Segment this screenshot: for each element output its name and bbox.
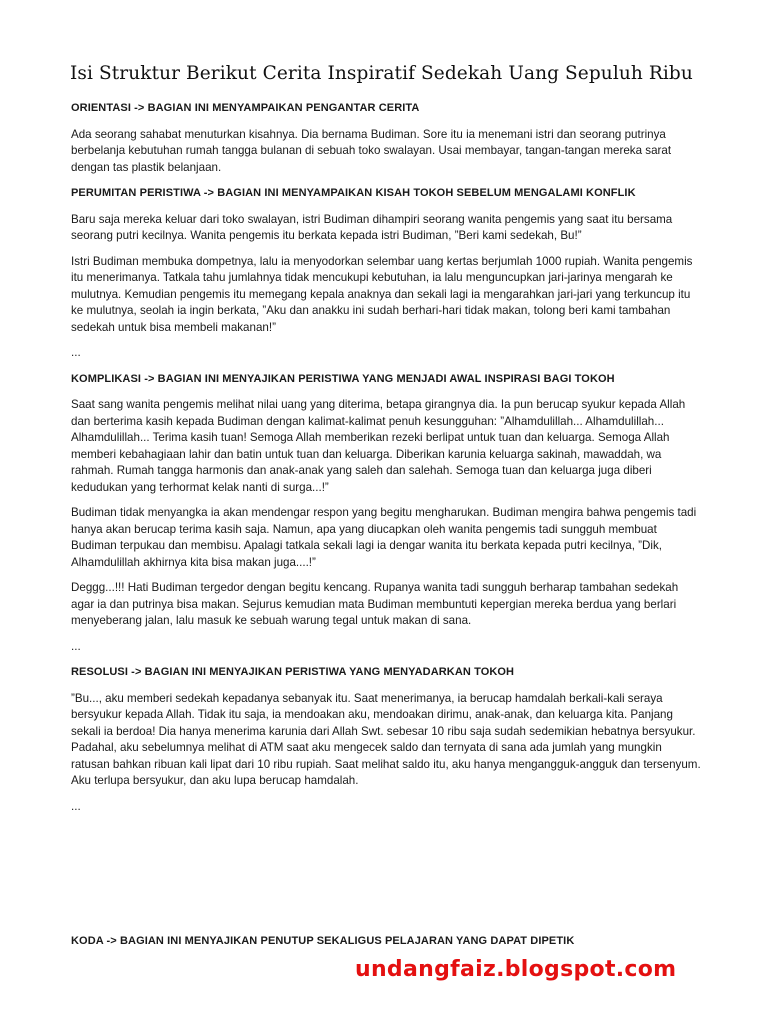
paragraph: Istri Budiman membuka dompetnya, lalu ia menyodorkan selembar uang kertas berjumlah 1000 rupiah. Wanita pengemis itu menerimanya. Tatkala tahu jumlahnya tidak mencukupi kebutuhan, ia lalu menguncupkan jari-jarinya mengarah ke mulutnya. Kemudian pengemis itu memegang kepala anaknya dan sekali lagi ia mengarahkan jari-jari yang terkuncup itu ke mulutnya, seolah ia ingin berkata, ”Aku dan anakku ini sudah berhari-hari tidak makan, tolong beri kami tambahan sedekah untuk bisa membeli makanan!” — [71, 254, 693, 334]
section-komplikasi — [71, 371, 703, 656]
paragraph: Saat sang wanita pengemis melihat nilai uang yang diterima, betapa girangnya dia. Ia pun berucap syukur kepada Allah dan berterima kasih kepada Budiman dengan kalimat-kalimat penuh kesungguhan: ”Alhamdulillah... Alhamdulillah... Alhamdulillah... Terima kasih tuan! Semoga Allah memberikan rezeki berlipat untuk tuan dan keluarga. Semoga Allah memberi kebahagiaan lahir dan batin untuk tuan dan keluarga. Diberikan karunia keluarga sakinah, mawaddah, wa rahmah. Rumah tangga harmonis dan anak-anak yang saleh dan salehah. Semoga tuan dan keluarga juga diberi kedudukan yang terhormat kelak nanti di surga...!” — [71, 398, 686, 494]
section-heading: PERUMITAN PERISTIWA -> BAGIAN INI MENYAMPAIKAN KISAH TOKOH SEBELUM MENGALAMI KONFLIK — [71, 187, 636, 199]
section-resolusi — [71, 664, 703, 815]
paragraph: Baru saja mereka keluar dari toko swalayan, istri Budiman dihampiri seorang wanita pengemis yang saat itu bersama seorang putri kecilnya. Wanita pengemis itu berkata kepada istri Budiman, ”Beri kami sedekah, Bu!” — [71, 212, 673, 242]
document-body — [71, 100, 703, 815]
ellipsis: ... — [71, 799, 81, 813]
document-title: Isi Struktur Berikut Cerita Inspiratif Sedekah Uang Sepuluh Ribu — [70, 63, 693, 84]
blog-watermark: undangfaiz.blogspot.com — [355, 957, 677, 982]
paragraph: Budiman tidak menyangka ia akan mendengar respon yang begitu mengharukan. Budiman mengira bahwa pengemis tadi hanya akan berucap terima kasih saja. Namun, apa yang diucapkan oleh wanita pengemis tadi sungguh membuat Budiman terpukau dan membisu. Apalagi tatkala sekali lagi ia dengar wanita itu berkata kepada putri kecilnya, ”Dik, Alhamdulillah akhirnya kita bisa makan juga....!” — [71, 506, 697, 569]
paragraph: Ada seorang sahabat menuturkan kisahnya. Dia bernama Budiman. Sore itu ia menemani istri dan seorang putrinya berbelanja kebutuhan rumah tangga bulanan di sebuah toko swalayan. Usai membayar, tangan-tangan mereka sarat dengan tas plastik belanjaan. — [71, 127, 672, 174]
section-heading: KOMPLIKASI -> BAGIAN INI MENYAJIKAN PERISTIWA YANG MENJADI AWAL INSPIRASI BAGI TOKOH — [71, 372, 615, 385]
section-perumitan — [71, 185, 703, 362]
section-heading: RESOLUSI -> BAGIAN INI MENYAJIKAN PERISTIWA YANG MENYADARKAN TOKOH — [71, 666, 515, 678]
section-heading: ORIENTASI -> BAGIAN INI MENYAMPAIKAN PENGANTAR CERITA — [71, 102, 420, 114]
section-koda-heading: KODA -> BAGIAN INI MENYAJIKAN PENUTUP SEKALIGUS PELAJARAN YANG DAPAT DIPETIK — [71, 935, 575, 947]
paragraph: Deggg...!!! Hati Budiman tergedor dengan begitu kencang. Rupanya wanita tadi sungguh berharap tambahan sedekah agar ia dan putrinya bisa makan. Sejurus kemudian mata Budiman membuntuti kepergian mereka berdua yang berlari menyeberang jalan, lalu masuk ke sebuah warung tegal untuk makan di sana. — [71, 581, 679, 627]
ellipsis: ... — [71, 639, 81, 653]
ellipsis: ... — [71, 346, 81, 359]
paragraph: ”Bu..., aku memberi sedekah kepadanya sebanyak itu. Saat menerimanya, ia berucap hamdalah berkali-kali seraya bersyukur kepada Allah. Tidak itu saja, ia mendoakan aku, mendoakan dirimu, anak-anak, dan keluarga kita. Panjang sekali ia berdoa! Dia hanya menerima karunia dari Allah Swt. sebesar 10 ribu saja sudah sedemikian hebatnya bersyukur. Padahal, aku sebelumnya melihat di ATM saat aku mengecek saldo dan ternyata di sana ada jumlah yang mungkin ratusan bahkan ribuan kali lipat dari 10 ribu rupiah. Saat melihat saldo itu, aku hanya mengangguk-angguk dan tersenyum. Aku terlupa bersyukur, dan aku lupa berucap hamdalah. — [71, 691, 701, 787]
section-orientasi — [71, 100, 703, 176]
